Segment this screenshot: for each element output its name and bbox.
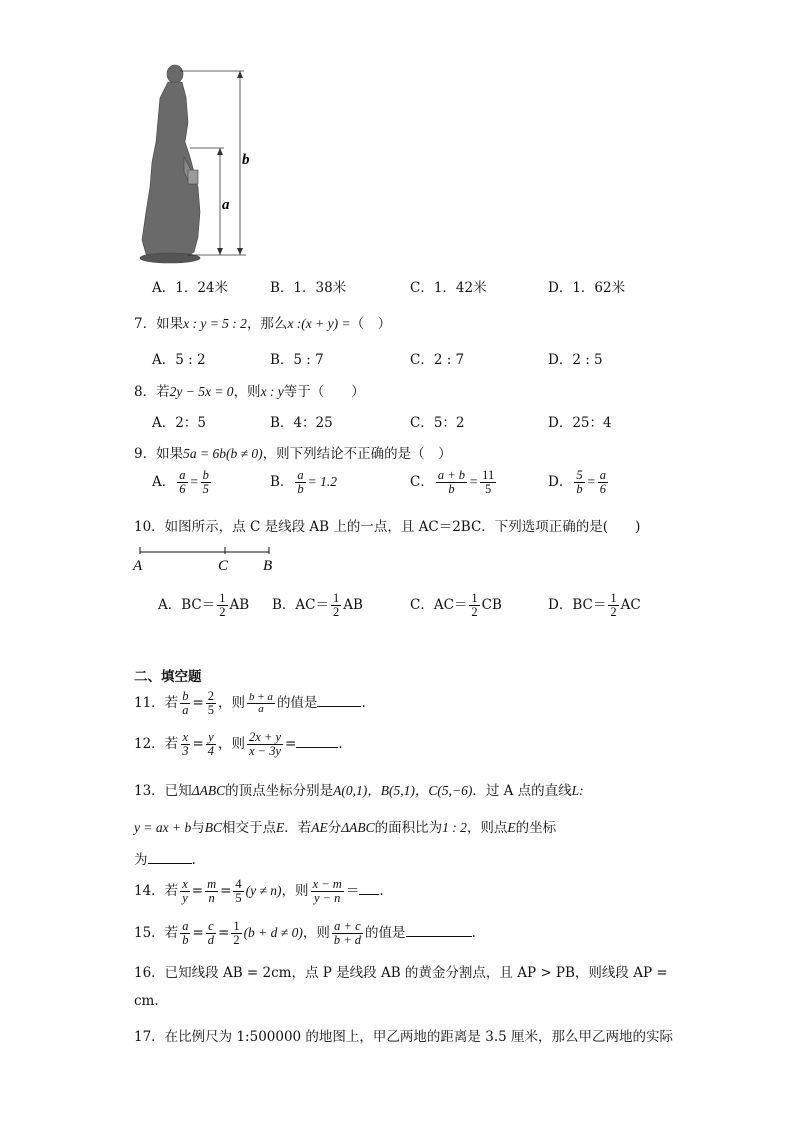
q6-option-b[interactable]: B．1．38米	[270, 280, 347, 296]
q15: 15．若 $\frac{a}{b}$ = $\frac{c}{d}$ = $\frac{1}{2}$ (b + d ≠ 0)，则 $\frac{a + c}{b + d}$ 的值是 .	[134, 919, 476, 948]
q6-option-c[interactable]: C．1．42米	[410, 280, 487, 296]
statue-image	[140, 65, 200, 263]
q10-option-c[interactable]: C．AC＝ $\frac{1}{2}$ CB	[410, 591, 502, 620]
q9-option-a[interactable]: A． $\frac{a}{6}$ = $\frac{b}{5}$	[152, 468, 209, 497]
label-a: a	[222, 197, 230, 213]
q11-answer-blank[interactable]	[317, 694, 361, 707]
point-a-label: A	[133, 558, 143, 574]
q13-line3: 为 .	[134, 852, 196, 868]
q10-option-d[interactable]: D．BC＝ $\frac{1}{2}$ AC	[548, 591, 641, 620]
section-title-fill-blank: 二、填空题	[134, 669, 202, 685]
q8-option-a[interactable]: A．2：5	[152, 415, 206, 431]
q10-stem: 10．如图所示，点 C 是线段 AB 上的一点，且 AC＝2BC．下列选项正确的是( )	[134, 519, 641, 535]
q13-line2: y = ax + b与BC相交于点E．若AE分ΔABC的面积比为1 : 2，则点E的坐标	[134, 820, 557, 836]
q17-line1: 17．在比例尺为 1:500000 的地图上，甲乙两地的距离是 3.5 厘米，那么甲乙两地的实际	[134, 1029, 673, 1045]
q16-line2: cm.	[134, 993, 159, 1009]
q7-option-b[interactable]: B．5 : 7	[270, 352, 324, 368]
statue-figure	[128, 62, 253, 264]
q12-answer-blank[interactable]	[296, 735, 338, 748]
q15-answer-blank[interactable]	[406, 924, 472, 937]
q9-stem: 9．如果5a = 6b(b ≠ 0)，则下列结论不正确的是（ ）	[134, 446, 452, 462]
q14-answer-blank[interactable]	[359, 882, 379, 895]
q13-line1: 13．已知ΔABC的顶点坐标分别是A(0,1)，B(5,1)，C(5,−6)．过 A 点的直线L:	[134, 783, 584, 799]
q10-option-a[interactable]: A．BC＝ $\frac{1}{2}$ AB	[158, 591, 250, 620]
q7-stem: 7．如果x : y = 5 : 2，那么x :(x + y) =（ ）	[134, 316, 392, 332]
q7-option-a[interactable]: A．5 : 2	[152, 352, 206, 368]
label-b: b	[242, 152, 250, 168]
q7-option-c[interactable]: C．2 : 7	[410, 352, 465, 368]
point-b-label: B	[263, 558, 273, 574]
q9-option-b[interactable]: B． $\frac{a}{b}$ = 1.2	[270, 468, 338, 497]
q14: 14．若 $\frac{x}{y}$ = $\frac{m}{n}$ = $\frac{4}{5}$ (y ≠ n)，则 $\frac{x - m}{y - n}$ ＝ .	[134, 877, 384, 906]
q8-option-d[interactable]: D．25：4	[548, 415, 612, 431]
q13-answer-blank[interactable]	[148, 851, 192, 864]
q7-option-d[interactable]: D．2 : 5	[548, 352, 603, 368]
q8-stem: 8．若2y − 5x = 0，则x : y等于（ ）	[134, 384, 365, 400]
q8-option-b[interactable]: B．4：25	[270, 415, 333, 431]
q16-line1: 16．已知线段 AB = 2cm，点 P 是线段 AB 的黄金分割点，且 AP > PB，则线段 AP =	[134, 965, 668, 981]
q9-option-d[interactable]: D． $\frac{5}{b}$ = $\frac{a}{6}$	[548, 468, 606, 497]
q6-option-a[interactable]: A．1．24米	[152, 280, 229, 296]
q9-option-c[interactable]: C． $\frac{a + b}{b}$ = $\frac{11}{5}$	[410, 468, 495, 497]
point-c-label: C	[218, 558, 229, 574]
q6-option-d[interactable]: D．1．62米	[548, 280, 626, 296]
q8-option-c[interactable]: C．5：2	[410, 415, 465, 431]
q12: 12．若 $\frac{x}{3}$ = $\frac{y}{4}$ ，则 $\frac{2x + y}{x - 3y}$ = .	[134, 730, 343, 759]
q11: 11．若 $\frac{b}{a}$ = $\frac{2}{5}$ ，则 $\frac{b + a}{a}$ 的值是 .	[134, 689, 366, 718]
segment-ab-diagram	[132, 542, 282, 574]
q10-option-b[interactable]: B．AC＝ $\frac{1}{2}$ AB	[272, 591, 363, 620]
